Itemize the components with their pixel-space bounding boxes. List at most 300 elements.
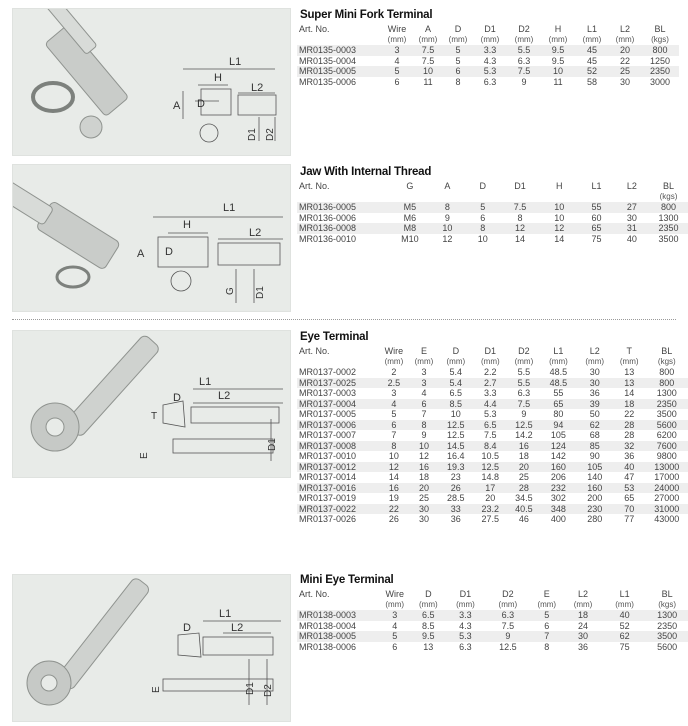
spec-table-jaw-terminal: [297, 181, 688, 244]
table-cell: 7: [421, 409, 427, 419]
table-cell: 5: [378, 631, 411, 642]
table-cell: 5.3: [473, 66, 507, 77]
table-cell: 8: [378, 441, 409, 452]
table-cell: 39: [577, 399, 613, 410]
table-cell: 9800: [656, 451, 677, 461]
table-cell: 27.5: [481, 514, 500, 524]
column-header: D2: [518, 24, 530, 34]
table-cell: 124: [540, 441, 576, 452]
table-cell: 22: [624, 409, 635, 419]
table-cell: 1300: [658, 212, 679, 223]
table-cell: 10: [554, 212, 565, 223]
table-cell: 28: [613, 420, 646, 431]
label-a: A: [173, 100, 181, 112]
label-l1: L1: [219, 608, 232, 620]
label-d: D: [197, 98, 205, 110]
table-cell: 105: [577, 462, 613, 473]
table-header: [297, 589, 688, 600]
column-header: E: [543, 589, 550, 599]
unit-label: (kgs): [659, 191, 678, 201]
table-cell: 3: [409, 378, 438, 389]
table-cell: 3500: [656, 409, 677, 419]
table-units: [297, 35, 679, 46]
table-cell: 75: [619, 641, 630, 652]
table-cell: 62: [603, 631, 646, 642]
jaw-terminal-image: [12, 164, 291, 312]
table-cell: MR0135-0006: [299, 76, 357, 87]
table-cell: 3500: [646, 631, 688, 642]
table-row: [297, 66, 679, 77]
table-cell: 36: [589, 388, 600, 398]
table-cell: 13: [624, 367, 635, 377]
unit-label: [297, 35, 381, 46]
table-cell: 58: [586, 76, 597, 87]
unit-label: (mm): [498, 599, 518, 609]
section-title: Eye Terminal: [300, 331, 369, 343]
table-cell: 7.5: [507, 66, 541, 77]
label-d1: D1: [255, 286, 266, 299]
table-cell: 6: [394, 76, 400, 87]
table-cell: 28: [624, 430, 635, 440]
mini-eye-terminal-drawing: [13, 575, 290, 721]
label-l2: L2: [251, 82, 264, 94]
table-cell: 7: [391, 430, 397, 440]
table-cell: 20: [609, 45, 641, 56]
unit-label: (mm): [619, 356, 639, 366]
table-header: [297, 346, 688, 357]
table-cell: 10: [388, 451, 399, 461]
table-cell: 5: [466, 202, 500, 213]
table-cell: 11: [423, 76, 433, 87]
table-cell: MR0137-0019: [299, 493, 357, 503]
table-cell: 14: [515, 233, 526, 244]
table-cell: 6200: [656, 430, 677, 440]
table-cell: 12: [442, 233, 453, 244]
table-cell: 12: [418, 451, 429, 461]
table-cell: 4.3: [459, 620, 472, 631]
table-cell: 10: [429, 223, 465, 234]
table-row: [297, 493, 688, 504]
table-cell: 6: [392, 641, 398, 652]
table-row: [297, 610, 688, 621]
table-cell: 30: [409, 504, 438, 515]
label-d1: D1: [245, 682, 256, 695]
table-cell: 45: [575, 45, 609, 56]
column-header: Wire: [387, 24, 407, 34]
label-d1: D1: [247, 128, 258, 141]
unit-label: [578, 192, 614, 203]
column-header: BL: [661, 346, 673, 356]
table-cell: 7600: [646, 441, 688, 452]
table-cell: 4: [421, 388, 427, 398]
table-row: [297, 399, 688, 410]
unit-label: (kgs): [651, 34, 669, 44]
table-cell: 20: [508, 462, 541, 473]
table-cell: 1300: [656, 388, 677, 398]
table-cell: 4.3: [483, 55, 497, 66]
table-cell: 60: [591, 212, 602, 223]
table-row: [297, 462, 688, 473]
table-cell: 4.4: [473, 399, 508, 410]
table-cell: 25: [418, 493, 429, 503]
column-header: L1: [586, 24, 597, 34]
unit-label: (mm): [385, 599, 405, 609]
column-header: D: [425, 589, 432, 599]
table-cell: 4: [378, 399, 409, 410]
table-cell: 3: [391, 388, 397, 398]
table-cell: 14.2: [515, 430, 533, 440]
table-cell: MR0137-0007: [299, 430, 357, 440]
table-cell: 348: [540, 504, 576, 515]
table-row: [297, 483, 688, 494]
table-cell: 800: [659, 367, 675, 377]
fork-terminal-drawing: [13, 9, 290, 155]
table-cell: MR0137-0012: [297, 462, 378, 473]
table-cell: 7.5: [501, 620, 515, 631]
table-cell: 9: [485, 631, 530, 642]
table-cell: 14: [554, 233, 565, 244]
table-cell: 46: [518, 514, 529, 524]
table-cell: 18: [563, 610, 603, 621]
table-cell: 9.5: [411, 631, 445, 642]
unit-label: (mm): [448, 34, 468, 44]
unit-label: (mm): [514, 34, 534, 44]
table-cell: 10: [450, 409, 461, 419]
column-header: D: [454, 24, 462, 34]
table-cell: 20: [485, 493, 496, 503]
column-header: Wire: [385, 589, 404, 599]
table-cell: 30: [619, 76, 630, 87]
column-header: BL: [654, 24, 666, 34]
table-units: [297, 357, 688, 368]
table-cell: 18: [518, 451, 529, 461]
label-l1: L1: [199, 376, 212, 388]
table-cell: 62: [577, 420, 613, 431]
table-row: [297, 409, 688, 420]
table-cell: 8.4: [473, 441, 508, 452]
table-cell: 160: [540, 462, 576, 473]
unit-label: (mm): [573, 599, 593, 609]
unit-label: (mm): [418, 599, 438, 609]
label-h: H: [183, 219, 191, 231]
mini-eye-terminal-image: [12, 574, 291, 722]
table-cell: 33: [439, 504, 474, 515]
unit-label: (mm): [480, 356, 500, 366]
label-d2: D2: [263, 684, 274, 697]
table-units: [297, 192, 688, 203]
table-cell: M6: [403, 212, 417, 223]
table-cell: 5.5: [508, 378, 541, 389]
table-cell: 6.5: [411, 610, 445, 621]
table-cell: 8: [544, 641, 550, 652]
table-cell: MR0137-0022: [297, 504, 378, 515]
label-l1: L1: [229, 56, 242, 68]
table-cell: 5: [391, 409, 397, 419]
table-cell: 105: [550, 430, 566, 440]
label-l2: L2: [249, 227, 262, 239]
table-cell: 17: [473, 483, 508, 494]
table-cell: 55: [578, 202, 614, 213]
table-cell: 2.5: [378, 378, 409, 389]
table-row: [297, 420, 688, 431]
unit-label: [297, 357, 378, 368]
unit-label: (mm): [387, 34, 407, 44]
table-cell: 200: [587, 493, 603, 503]
eye-terminal-image: [12, 330, 291, 478]
table-cell: 94: [540, 420, 576, 431]
unit-label: [429, 192, 465, 203]
column-header: D1: [484, 24, 496, 34]
table-row: [297, 56, 679, 67]
table-cell: 3.3: [446, 610, 486, 621]
table-cell: 14.5: [439, 441, 474, 452]
column-header: T: [626, 346, 632, 356]
table-cell: 9.5: [551, 55, 565, 66]
table-cell: 40.5: [508, 504, 541, 515]
table-cell: 19.3: [439, 462, 474, 473]
table-cell: M8: [391, 223, 430, 234]
table-cell: 12: [378, 462, 409, 473]
table-cell: 23.2: [473, 504, 508, 515]
table-cell: 55: [553, 388, 564, 398]
unit-label: [540, 192, 578, 203]
table-cell: 48.5: [549, 367, 568, 377]
table-cell: 6.5: [449, 388, 463, 398]
table-cell: 50: [589, 409, 600, 419]
unit-label: (mm): [514, 356, 534, 366]
column-header: L2: [578, 589, 589, 599]
section-divider: [12, 319, 676, 320]
table-cell: 52: [575, 66, 609, 77]
table-cell: 7.5: [413, 45, 443, 56]
table-cell: 14.8: [481, 472, 500, 482]
table-cell: 14: [388, 472, 399, 482]
table-cell: 30: [563, 631, 603, 642]
unit-label: (mm): [418, 34, 438, 44]
table-cell: 800: [649, 202, 688, 213]
table-cell: 5.3: [484, 409, 497, 419]
column-header: Art. No.: [299, 24, 330, 34]
table-cell: MR0136-0005: [297, 202, 391, 213]
table-cell: 6.5: [473, 420, 508, 431]
unit-label: (mm): [446, 356, 466, 366]
table-cell: 45: [586, 55, 597, 66]
unit-label: (mm): [582, 34, 602, 44]
table-cell: 2350: [649, 223, 688, 234]
unit-label: (mm): [549, 356, 568, 366]
table-cell: MR0137-0014: [299, 472, 357, 482]
label-l2: L2: [231, 622, 244, 634]
table-cell: 3500: [658, 233, 679, 244]
table-cell: 26: [439, 483, 474, 494]
table-row: [297, 367, 688, 378]
table-cell: 34.5: [515, 493, 533, 503]
column-header: D: [479, 181, 486, 191]
table-cell: 4: [394, 55, 400, 66]
table-cell: 280: [587, 514, 603, 524]
table-cell: 2350: [641, 66, 679, 77]
table-cell: 5.4: [439, 378, 474, 389]
table-cell: 75: [591, 233, 602, 244]
table-cell: MR0136-0006: [299, 212, 357, 223]
table-cell: 7.5: [508, 399, 541, 410]
table-cell: 3.3: [484, 388, 497, 398]
table-row: [297, 77, 679, 88]
table-cell: MR0137-0005: [299, 409, 357, 419]
table-row: [297, 621, 688, 632]
table-row: [297, 388, 688, 399]
unit-label: (mm): [480, 34, 500, 44]
table-cell: 48.5: [540, 378, 576, 389]
label-d: D: [165, 246, 173, 258]
table-cell: 1300: [646, 610, 688, 621]
table-cell: MR0137-0026: [299, 514, 357, 524]
table-cell: M5: [391, 202, 430, 213]
label-e: E: [139, 452, 150, 459]
table-cell: 27: [615, 202, 649, 213]
label-d1: D1: [267, 438, 278, 451]
unit-label: (kgs): [657, 356, 676, 366]
table-cell: 68: [589, 430, 600, 440]
table-cell: 43000: [654, 514, 680, 524]
table-cell: 77: [624, 514, 635, 524]
table-cell: 800: [641, 45, 679, 56]
table-cell: 30: [589, 367, 600, 377]
unit-label: (mm): [615, 34, 635, 44]
unit-label: (mm): [615, 599, 634, 609]
table-cell: 1250: [649, 55, 671, 66]
column-header: H: [555, 181, 563, 191]
table-cell: 9: [521, 76, 527, 87]
table-cell: MR0137-0006: [297, 420, 378, 431]
table-row: [297, 642, 688, 653]
table-row: [297, 504, 688, 515]
table-cell: 4: [392, 620, 398, 631]
table-cell: 27000: [654, 493, 680, 503]
table-cell: 10: [409, 441, 438, 452]
table-cell: 11: [553, 76, 563, 87]
table-row: [297, 430, 688, 441]
table-cell: MR0137-0010: [299, 451, 357, 461]
unit-label: [500, 192, 540, 203]
table-cell: 6: [409, 399, 438, 410]
table-cell: 6: [544, 620, 550, 631]
table-cell: 9: [444, 212, 450, 223]
table-cell: 2350: [657, 620, 678, 631]
column-header: A: [444, 181, 451, 191]
table-cell: 16: [508, 441, 541, 452]
table-header: [297, 181, 688, 192]
table-cell: 142: [550, 451, 566, 461]
table-cell: MR0137-0016: [297, 483, 378, 494]
table-cell: 3000: [649, 76, 671, 87]
label-e: E: [151, 686, 162, 693]
table-cell: 26: [388, 514, 399, 524]
table-cell: 9.5: [541, 45, 575, 56]
section-title: Mini Eye Terminal: [300, 574, 394, 586]
table-cell: 28.5: [447, 493, 465, 503]
column-header: Wire: [384, 346, 404, 356]
table-cell: 5600: [646, 420, 688, 431]
table-cell: 16: [378, 483, 409, 494]
table-cell: 24: [578, 620, 589, 631]
table-cell: 7: [530, 631, 563, 642]
table-cell: 30: [418, 514, 429, 524]
table-cell: 6.3: [485, 610, 530, 621]
table-cell: 160: [577, 483, 613, 494]
unit-label: (mm): [537, 599, 557, 609]
table-cell: 14: [624, 388, 635, 398]
table-cell: 13: [423, 641, 434, 652]
table-cell: 5.5: [517, 367, 531, 377]
table-cell: 40: [626, 233, 637, 244]
table-cell: 10.5: [481, 451, 500, 461]
table-cell: 31: [615, 223, 649, 234]
table-cell: 18: [418, 472, 429, 482]
table-cell: 2.2: [484, 367, 497, 377]
table-cell: 9: [521, 409, 527, 419]
spec-table-fork-terminal: [297, 24, 679, 87]
table-cell: MR0138-0006: [299, 641, 357, 652]
table-cell: 36: [450, 514, 461, 524]
table-cell: MR0137-0008: [297, 441, 378, 452]
table-cell: 16: [409, 462, 438, 473]
table-cell: 5.5: [507, 45, 541, 56]
table-cell: 40: [603, 610, 646, 621]
unit-label: (mm): [384, 356, 404, 366]
table-cell: 7.5: [484, 430, 497, 440]
table-cell: 5: [455, 55, 461, 66]
table-cell: 32: [613, 441, 646, 452]
column-header: L1: [619, 589, 630, 599]
eye-terminal-drawing: [13, 331, 290, 477]
table-cell: 24000: [646, 483, 688, 494]
table-cell: 13000: [646, 462, 688, 473]
table-cell: MR0137-0002: [299, 367, 357, 377]
table-cell: 5: [443, 45, 473, 56]
label-d: D: [173, 392, 181, 404]
table-cell: 10: [477, 233, 488, 244]
column-header: D2: [502, 589, 514, 599]
table-row: [297, 223, 688, 234]
table-cell: 31000: [646, 504, 688, 515]
table-cell: 18: [613, 399, 646, 410]
table-cell: MR0135-0003: [297, 45, 381, 56]
table-cell: 302: [550, 493, 566, 503]
table-cell: 70: [613, 504, 646, 515]
table-row: [297, 441, 688, 452]
table-cell: 80: [553, 409, 564, 419]
table-cell: MR0138-0004: [299, 620, 357, 631]
table-cell: 22: [378, 504, 409, 515]
table-cell: 12.5: [499, 641, 517, 652]
table-cell: 7.5: [421, 55, 435, 66]
column-header: D2: [518, 346, 530, 356]
fork-terminal-image: [12, 8, 291, 156]
table-cell: 12.5: [508, 420, 541, 431]
table-cell: 8: [517, 212, 523, 223]
table-row: [297, 514, 688, 525]
table-row: [297, 213, 688, 224]
spec-table-eye-terminal: [297, 346, 688, 525]
table-cell: 52: [619, 620, 630, 631]
column-header: H: [554, 24, 562, 34]
table-row: [297, 45, 679, 56]
table-cell: 85: [577, 441, 613, 452]
table-cell: 6: [378, 420, 409, 431]
table-cell: 230: [577, 504, 613, 515]
table-cell: 25: [609, 66, 641, 77]
